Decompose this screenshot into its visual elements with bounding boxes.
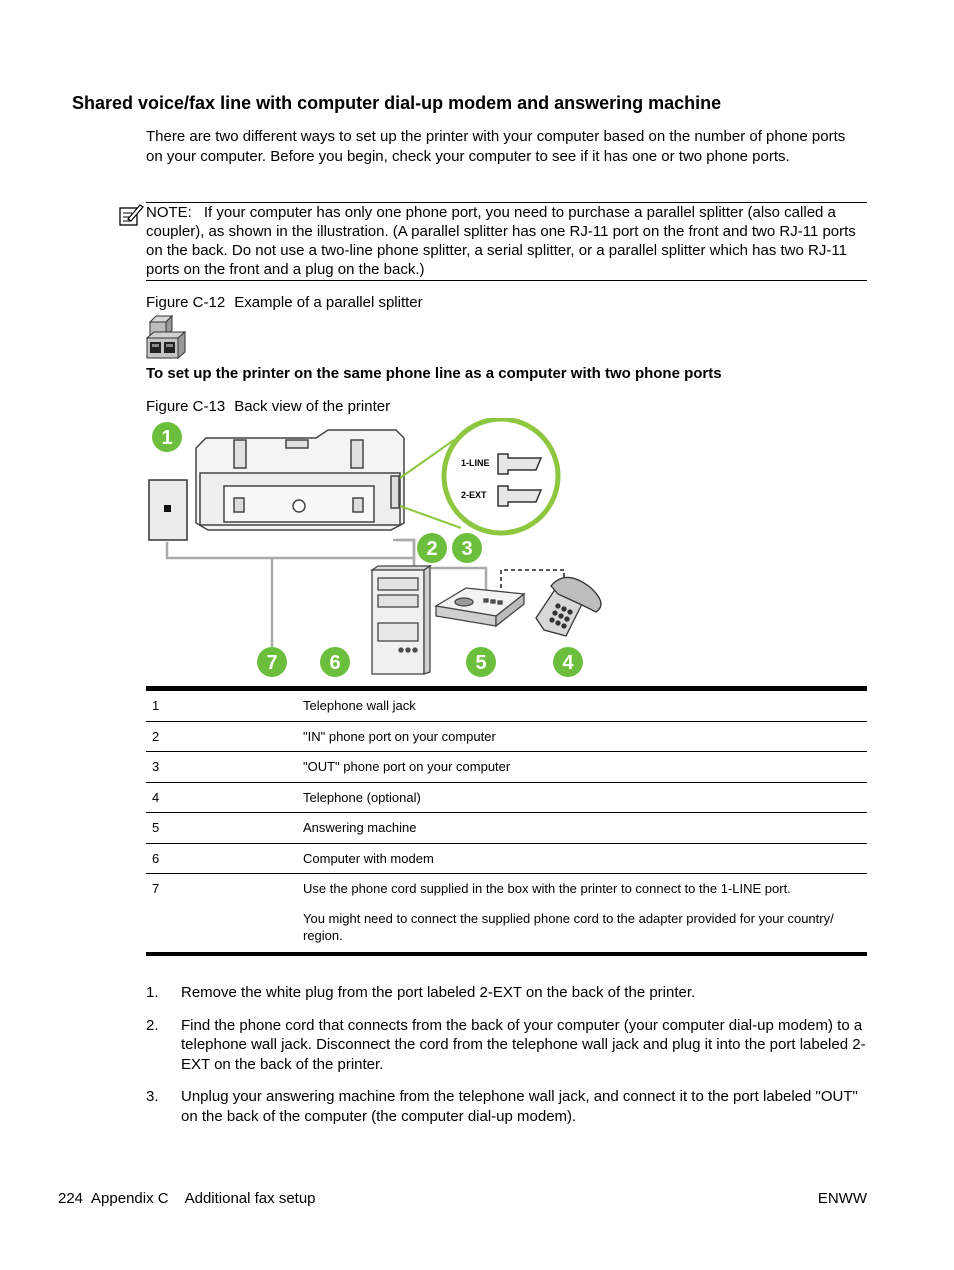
legend-description: Answering machine <box>303 813 867 844</box>
callout-5: 5 <box>475 652 487 674</box>
port-2-ext-label: 2-EXT <box>461 490 487 500</box>
list-item <box>146 983 866 1003</box>
computer-tower <box>372 566 430 674</box>
legend-description-note: You might need to connect the supplied phone cord to the adapter provided for your country/ region. <box>303 911 834 943</box>
note-label: NOTE: <box>146 204 192 221</box>
step-number: 2. <box>146 1016 159 1034</box>
callout-6: 6 <box>329 652 341 674</box>
legend-number: 5 <box>146 813 303 844</box>
step-text: Remove the white plug from the port labeled 2-EXT on the back of the printer. <box>181 984 696 1001</box>
list-item <box>146 1016 866 1075</box>
footer-section: Appendix C <box>91 1190 169 1207</box>
note-box <box>146 202 867 281</box>
legend-description: Use the phone cord supplied in the box with the printer to connect to the 1-LINE port. <box>303 881 791 896</box>
legend-number: 7 <box>152 881 160 896</box>
step-number: 1. <box>146 984 159 1001</box>
legend-table <box>146 686 867 956</box>
figure-c13-label: Figure C-13 <box>146 398 226 415</box>
printer-back-diagram <box>146 418 616 680</box>
table-row <box>146 874 867 955</box>
procedure-title: To set up the printer on the same phone line as a computer with two phone ports <box>146 365 722 382</box>
page-heading: Shared voice/fax line with computer dial-up modem and answering machine <box>72 93 722 113</box>
callout-3: 3 <box>461 538 473 560</box>
telephone <box>536 577 601 636</box>
step-text: Unplug your answering machine from the telephone wall jack, and connect it to the port labeled "OUT" on the back of the computer (the computer dial-up modem). <box>181 1088 858 1125</box>
footer-right: ENWW <box>817 1190 867 1207</box>
note-text: If your computer has only one phone port, you need to purchase a parallel splitter (also called a coupler), as shown in the illustration. (A parallel splitter has one RJ-11 port on the front and two RJ-11 ports on the back. Do not use a two-line phone splitter, a serial splitter, or a parallel splitter which has two RJ-11 ports on the front and a plug on the back.) <box>146 204 856 278</box>
printer-back <box>196 430 404 530</box>
callout-4: 4 <box>562 652 574 674</box>
table-row <box>146 752 867 783</box>
table-row <box>146 782 867 813</box>
legend-number: 1 <box>146 689 303 722</box>
note-icon <box>118 203 144 227</box>
list-item <box>146 1087 866 1126</box>
legend-number: 2 <box>146 721 303 752</box>
step-text: Find the phone cord that connects from the back of your computer (your computer dial-up modem) to a telephone wall jack. Disconnect the cord from the telephone wall jack and plug it into the port labeled 2-EXT on the back of the printer. <box>181 1016 866 1073</box>
legend-description: "IN" phone port on your computer <box>303 721 867 752</box>
callout-1: 1 <box>161 427 173 449</box>
figure-c13-text: Back view of the printer <box>234 398 391 415</box>
parallel-splitter-image <box>146 314 186 360</box>
intro-paragraph: There are two different ways to set up the printer with your computer based on the number of phone ports on your computer. Before you begin, check your computer to see if it has one or two phone ports. <box>146 128 846 165</box>
page-number: 224 <box>58 1190 84 1207</box>
table-row <box>146 843 867 874</box>
legend-description: "OUT" phone port on your computer <box>303 752 867 783</box>
footer-title: Additional fax setup <box>184 1190 316 1207</box>
figure-c13-caption <box>146 398 390 415</box>
legend-description: Telephone wall jack <box>303 689 867 722</box>
legend-number: 3 <box>146 752 303 783</box>
answering-machine <box>436 588 524 626</box>
table-row <box>146 813 867 844</box>
legend-number: 6 <box>146 843 303 874</box>
steps-list <box>146 983 866 1139</box>
callout-2: 2 <box>426 538 438 560</box>
figure-c12-label: Figure C-12 <box>146 294 226 311</box>
legend-description: Telephone (optional) <box>303 782 867 813</box>
figure-c12-caption <box>146 294 423 311</box>
footer-left <box>58 1190 316 1207</box>
port-1-line-label: 1-LINE <box>461 458 490 468</box>
legend-description-cell <box>303 874 867 955</box>
figure-c12-text: Example of a parallel splitter <box>234 294 423 311</box>
legend-number: 4 <box>146 782 303 813</box>
legend-description: Computer with modem <box>303 843 867 874</box>
callout-7: 7 <box>266 652 278 674</box>
step-number: 3. <box>146 1088 159 1105</box>
table-row <box>146 721 867 752</box>
table-row <box>146 689 867 722</box>
